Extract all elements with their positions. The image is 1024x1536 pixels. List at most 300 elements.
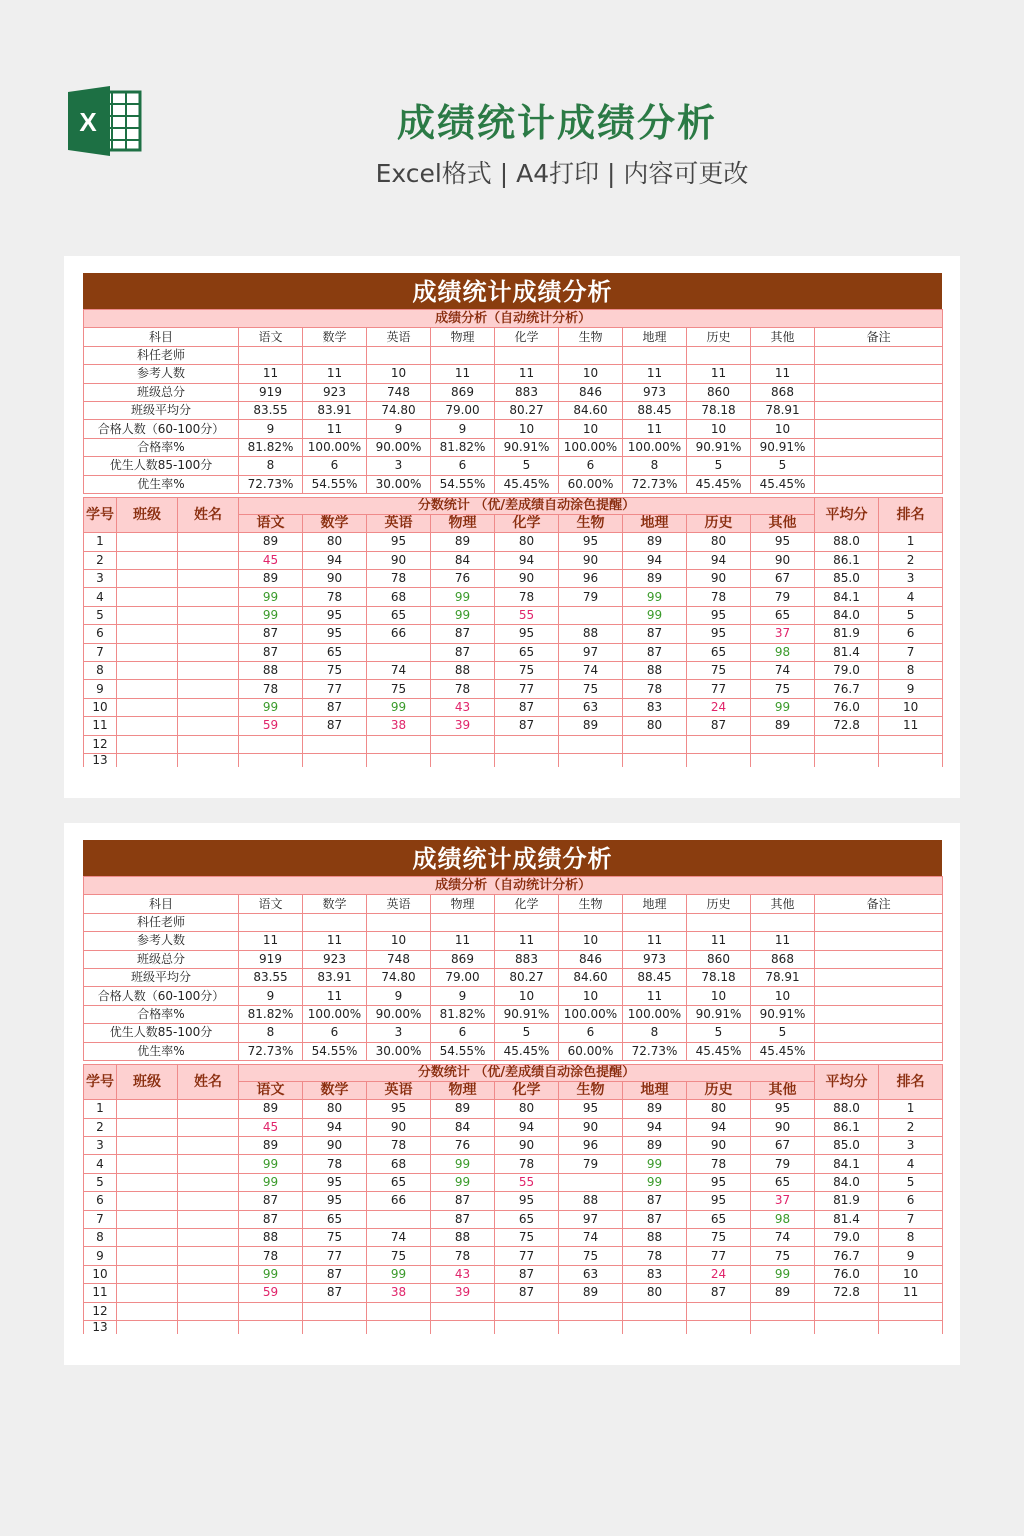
student-row (84, 680, 943, 698)
stat-value (623, 346, 687, 364)
score-cell (687, 753, 751, 767)
score-cell: 87 (303, 1284, 367, 1302)
stat-remark (815, 475, 943, 493)
stat-value: 868 (751, 950, 815, 968)
score-cell (623, 1320, 687, 1334)
student-class (117, 680, 178, 698)
stat-value: 83.55 (239, 401, 303, 419)
student-name (178, 570, 239, 588)
stat-value: 5 (687, 1024, 751, 1042)
score-cell: 87 (431, 1192, 495, 1210)
score-cell (559, 1173, 623, 1191)
score-subject-header: 英语 (367, 1081, 431, 1099)
score-cell: 75 (367, 1247, 431, 1265)
student-name (178, 625, 239, 643)
score-cell: 89 (623, 570, 687, 588)
score-cell: 78 (431, 680, 495, 698)
stat-value: 54.55% (303, 475, 367, 493)
stat-value (687, 913, 751, 931)
score-subject-header: 语文 (239, 1081, 303, 1099)
stat-value: 90.00% (367, 1005, 431, 1023)
score-cell: 95 (495, 1192, 559, 1210)
stat-value: 10 (751, 987, 815, 1005)
student-row (84, 717, 943, 735)
rank-cell: 11 (879, 1284, 943, 1302)
score-cell (367, 1320, 431, 1334)
score-subject-header: 数学 (303, 514, 367, 532)
student-row (84, 1320, 943, 1334)
average-cell (815, 735, 879, 753)
stat-value: 90.91% (751, 1005, 815, 1023)
student-row (84, 606, 943, 624)
student-class (117, 1302, 178, 1320)
score-cell: 95 (751, 533, 815, 551)
score-cell (687, 1320, 751, 1334)
score-cell: 38 (367, 1284, 431, 1302)
stat-label: 参考人数 (84, 932, 239, 950)
score-subject-header: 生物 (559, 514, 623, 532)
score-cell: 96 (559, 1137, 623, 1155)
stat-remark (815, 365, 943, 383)
stat-value: 45.45% (687, 475, 751, 493)
average-cell: 76.7 (815, 680, 879, 698)
stat-value: 11 (303, 365, 367, 383)
stat-value: 5 (751, 1024, 815, 1042)
score-cell (303, 1320, 367, 1334)
rank-cell: 3 (879, 570, 943, 588)
student-class (117, 1173, 178, 1191)
stat-label: 科任老师 (84, 913, 239, 931)
stat-label: 科任老师 (84, 346, 239, 364)
stat-value: 72.73% (239, 1042, 303, 1060)
score-cell: 87 (495, 698, 559, 716)
stat-value: 81.82% (239, 438, 303, 456)
stat-remark (815, 950, 943, 968)
stat-value: 100.00% (559, 1005, 623, 1023)
student-name (178, 1320, 239, 1334)
stat-value (623, 913, 687, 931)
score-cell: 99 (431, 588, 495, 606)
average-cell: 84.1 (815, 1155, 879, 1173)
student-name (178, 1229, 239, 1247)
score-cell: 83 (623, 698, 687, 716)
score-cell (623, 1302, 687, 1320)
stat-value: 90.91% (495, 438, 559, 456)
student-id: 1 (84, 533, 117, 551)
student-row (84, 1210, 943, 1228)
average-header: 平均分 (815, 497, 879, 532)
average-cell: 81.4 (815, 1210, 879, 1228)
stat-value: 72.73% (239, 475, 303, 493)
rank-cell: 7 (879, 643, 943, 661)
score-cell (623, 735, 687, 753)
subject-header: 历史 (687, 328, 751, 346)
stat-row (84, 457, 943, 475)
score-cell: 90 (495, 570, 559, 588)
student-row (84, 625, 943, 643)
average-cell (815, 1320, 879, 1334)
student-id: 11 (84, 1284, 117, 1302)
score-cell (495, 753, 559, 767)
score-cell: 89 (431, 1100, 495, 1118)
score-cell: 24 (687, 1265, 751, 1283)
score-cell: 89 (751, 717, 815, 735)
score-cell: 77 (303, 680, 367, 698)
score-cell (751, 1302, 815, 1320)
score-subject-header: 其他 (751, 1081, 815, 1099)
student-name (178, 1173, 239, 1191)
stat-value: 84.60 (559, 968, 623, 986)
score-cell: 99 (239, 698, 303, 716)
score-subject-header: 历史 (687, 1081, 751, 1099)
score-cell: 78 (623, 1247, 687, 1265)
score-cell: 24 (687, 698, 751, 716)
score-cell: 89 (559, 717, 623, 735)
stat-value: 11 (303, 420, 367, 438)
stat-value (239, 346, 303, 364)
score-cell: 77 (303, 1247, 367, 1265)
score-cell: 99 (751, 1265, 815, 1283)
stat-value: 81.82% (239, 1005, 303, 1023)
stat-value: 72.73% (623, 475, 687, 493)
student-row (84, 1284, 943, 1302)
score-cell: 98 (751, 1210, 815, 1228)
score-cell: 99 (239, 1155, 303, 1173)
score-cell: 78 (367, 1137, 431, 1155)
stat-value: 54.55% (303, 1042, 367, 1060)
score-cell: 75 (687, 662, 751, 680)
stat-value: 45.45% (687, 1042, 751, 1060)
student-id: 10 (84, 698, 117, 716)
stat-value: 883 (495, 383, 559, 401)
student-class (117, 1210, 178, 1228)
student-class (117, 1100, 178, 1118)
stat-row (84, 950, 943, 968)
stat-value: 88.45 (623, 968, 687, 986)
stat-value: 869 (431, 383, 495, 401)
score-cell: 74 (367, 1229, 431, 1247)
subject-header: 数学 (303, 895, 367, 913)
student-name (178, 717, 239, 735)
score-cell: 90 (751, 1118, 815, 1136)
score-cell: 89 (239, 570, 303, 588)
score-cell: 67 (751, 570, 815, 588)
score-cell: 94 (495, 551, 559, 569)
average-cell: 79.0 (815, 1229, 879, 1247)
score-cell: 78 (367, 570, 431, 588)
stat-value: 748 (367, 950, 431, 968)
stat-label: 参考人数 (84, 365, 239, 383)
sheet-title: 成绩统计成绩分析 (83, 273, 942, 309)
average-cell: 81.4 (815, 643, 879, 661)
score-cell: 68 (367, 1155, 431, 1173)
score-cell: 99 (367, 1265, 431, 1283)
score-cell: 74 (559, 662, 623, 680)
stat-value: 45.45% (495, 1042, 559, 1060)
stat-value: 9 (239, 987, 303, 1005)
score-cell: 78 (687, 588, 751, 606)
score-cell: 83 (623, 1265, 687, 1283)
stat-value: 10 (559, 365, 623, 383)
score-cell: 95 (303, 625, 367, 643)
stat-label: 优生人数85-100分 (84, 1024, 239, 1042)
rank-cell: 3 (879, 1137, 943, 1155)
score-cell: 87 (303, 1265, 367, 1283)
score-cell: 76 (431, 570, 495, 588)
score-cell (559, 753, 623, 767)
score-cell: 95 (367, 1100, 431, 1118)
stat-value: 54.55% (431, 1042, 495, 1060)
average-cell: 86.1 (815, 1118, 879, 1136)
subject-header: 英语 (367, 328, 431, 346)
rank-cell: 9 (879, 1247, 943, 1265)
student-id: 13 (84, 753, 117, 767)
score-cell: 75 (303, 1229, 367, 1247)
stat-row (84, 420, 943, 438)
student-class (117, 1118, 178, 1136)
score-cell: 87 (495, 1265, 559, 1283)
stat-value: 11 (751, 365, 815, 383)
average-cell (815, 753, 879, 767)
student-class (117, 606, 178, 624)
analysis-header: 成绩分析（自动统计分析） (84, 310, 943, 328)
subject-header: 化学 (495, 895, 559, 913)
score-cell: 65 (495, 1210, 559, 1228)
stat-value: 9 (239, 420, 303, 438)
average-cell: 72.8 (815, 717, 879, 735)
score-cell: 94 (687, 1118, 751, 1136)
student-class (117, 698, 178, 716)
score-cell: 65 (751, 606, 815, 624)
score-subject-header: 英语 (367, 514, 431, 532)
student-name (178, 1137, 239, 1155)
stat-label: 优生率% (84, 1042, 239, 1060)
stat-value: 923 (303, 383, 367, 401)
score-cell: 78 (303, 588, 367, 606)
score-cell: 43 (431, 698, 495, 716)
student-row (84, 1192, 943, 1210)
score-cell: 89 (239, 1137, 303, 1155)
score-cell: 74 (367, 662, 431, 680)
rank-header: 排名 (879, 1064, 943, 1099)
score-cell: 45 (239, 551, 303, 569)
stat-value: 78.18 (687, 968, 751, 986)
student-row (84, 1155, 943, 1173)
stat-value: 78.91 (751, 968, 815, 986)
stat-row (84, 383, 943, 401)
student-class (117, 1247, 178, 1265)
stat-row (84, 913, 943, 931)
score-cell: 39 (431, 717, 495, 735)
stat-value (751, 913, 815, 931)
score-subject-header: 语文 (239, 514, 303, 532)
stat-remark (815, 401, 943, 419)
score-cell (623, 753, 687, 767)
score-cell: 95 (303, 1192, 367, 1210)
score-cell: 75 (559, 1247, 623, 1265)
stat-value: 5 (687, 457, 751, 475)
score-cell: 95 (687, 625, 751, 643)
score-cell: 80 (495, 1100, 559, 1118)
stat-value (367, 346, 431, 364)
rank-cell: 4 (879, 588, 943, 606)
student-class (117, 625, 178, 643)
score-cell: 43 (431, 1265, 495, 1283)
score-cell: 80 (623, 1284, 687, 1302)
stat-remark (815, 1042, 943, 1060)
student-class (117, 570, 178, 588)
rank-cell: 5 (879, 606, 943, 624)
score-cell: 87 (431, 625, 495, 643)
student-id: 6 (84, 1192, 117, 1210)
stat-value: 5 (495, 1024, 559, 1042)
score-cell: 78 (495, 588, 559, 606)
student-name (178, 698, 239, 716)
score-cell: 99 (431, 1155, 495, 1173)
average-cell (815, 1302, 879, 1320)
score-cell: 97 (559, 643, 623, 661)
score-cell: 97 (559, 1210, 623, 1228)
score-cell (367, 1210, 431, 1228)
student-name (178, 588, 239, 606)
average-cell: 88.0 (815, 533, 879, 551)
stat-value: 11 (687, 365, 751, 383)
score-cell: 87 (431, 643, 495, 661)
average-cell: 85.0 (815, 570, 879, 588)
score-cell (303, 753, 367, 767)
rank-cell (879, 735, 943, 753)
score-cell: 90 (559, 1118, 623, 1136)
average-cell: 76.0 (815, 698, 879, 716)
rank-cell (879, 1302, 943, 1320)
student-class (117, 643, 178, 661)
class-header: 班级 (117, 1064, 178, 1099)
student-row (84, 698, 943, 716)
score-cell: 75 (303, 662, 367, 680)
score-cell (687, 1302, 751, 1320)
stat-value: 45.45% (495, 475, 559, 493)
score-cell: 87 (623, 625, 687, 643)
score-cell: 65 (687, 1210, 751, 1228)
student-name (178, 662, 239, 680)
stat-value: 81.82% (431, 438, 495, 456)
stat-value: 90.91% (687, 438, 751, 456)
analysis-table (83, 876, 943, 1334)
stat-value: 10 (559, 987, 623, 1005)
stat-value: 923 (303, 950, 367, 968)
student-class (117, 1265, 178, 1283)
stat-value: 10 (367, 932, 431, 950)
stat-value (751, 346, 815, 364)
average-cell: 76.7 (815, 1247, 879, 1265)
subject-header: 地理 (623, 895, 687, 913)
score-cell: 59 (239, 717, 303, 735)
stat-value: 6 (303, 457, 367, 475)
stat-label: 合格率% (84, 438, 239, 456)
stat-value: 3 (367, 457, 431, 475)
student-row (84, 753, 943, 767)
stat-value (303, 913, 367, 931)
stat-value: 869 (431, 950, 495, 968)
stat-value: 11 (431, 932, 495, 950)
student-name (178, 753, 239, 767)
stat-value: 883 (495, 950, 559, 968)
sheet-preview-1 (64, 256, 960, 798)
score-subject-header: 其他 (751, 514, 815, 532)
student-id: 1 (84, 1100, 117, 1118)
average-cell: 72.8 (815, 1284, 879, 1302)
score-cell (559, 1302, 623, 1320)
student-id: 5 (84, 606, 117, 624)
stat-row (84, 987, 943, 1005)
score-cell: 37 (751, 1192, 815, 1210)
score-cell: 80 (623, 717, 687, 735)
average-cell: 85.0 (815, 1137, 879, 1155)
subject-header: 语文 (239, 895, 303, 913)
student-row (84, 735, 943, 753)
score-cell: 99 (367, 698, 431, 716)
student-row (84, 1173, 943, 1191)
student-row (84, 1247, 943, 1265)
stat-value (559, 913, 623, 931)
stat-value: 8 (239, 457, 303, 475)
rank-cell: 8 (879, 1229, 943, 1247)
student-id: 5 (84, 1173, 117, 1191)
score-cell: 94 (623, 1118, 687, 1136)
stat-label: 班级平均分 (84, 401, 239, 419)
name-header: 姓名 (178, 1064, 239, 1099)
stat-value: 45.45% (751, 475, 815, 493)
subject-header: 物理 (431, 328, 495, 346)
stat-value: 83.91 (303, 401, 367, 419)
student-class (117, 1229, 178, 1247)
average-cell: 84.0 (815, 606, 879, 624)
subject-header: 语文 (239, 328, 303, 346)
average-header: 平均分 (815, 1064, 879, 1099)
score-cell (239, 753, 303, 767)
score-cell (559, 735, 623, 753)
student-class (117, 717, 178, 735)
stat-value: 100.00% (559, 438, 623, 456)
score-cell: 75 (367, 680, 431, 698)
subject-label: 科目 (84, 328, 239, 346)
stat-row (84, 401, 943, 419)
stat-value: 6 (431, 1024, 495, 1042)
score-cell: 90 (559, 551, 623, 569)
rank-cell: 10 (879, 698, 943, 716)
class-header: 班级 (117, 497, 178, 532)
subject-header: 生物 (559, 328, 623, 346)
stat-row (84, 932, 943, 950)
score-cell: 87 (431, 1210, 495, 1228)
score-cell: 88 (431, 1229, 495, 1247)
score-cell: 74 (751, 662, 815, 680)
stat-label: 优生人数85-100分 (84, 457, 239, 475)
score-subject-header: 地理 (623, 1081, 687, 1099)
score-cell: 79 (559, 1155, 623, 1173)
score-cell: 98 (751, 643, 815, 661)
student-id: 4 (84, 1155, 117, 1173)
student-name (178, 1192, 239, 1210)
student-name (178, 680, 239, 698)
score-cell: 78 (431, 1247, 495, 1265)
student-row (84, 533, 943, 551)
stat-label: 班级总分 (84, 950, 239, 968)
score-cell: 87 (687, 717, 751, 735)
score-cell (431, 1320, 495, 1334)
stat-value: 11 (303, 932, 367, 950)
score-subject-header: 化学 (495, 514, 559, 532)
